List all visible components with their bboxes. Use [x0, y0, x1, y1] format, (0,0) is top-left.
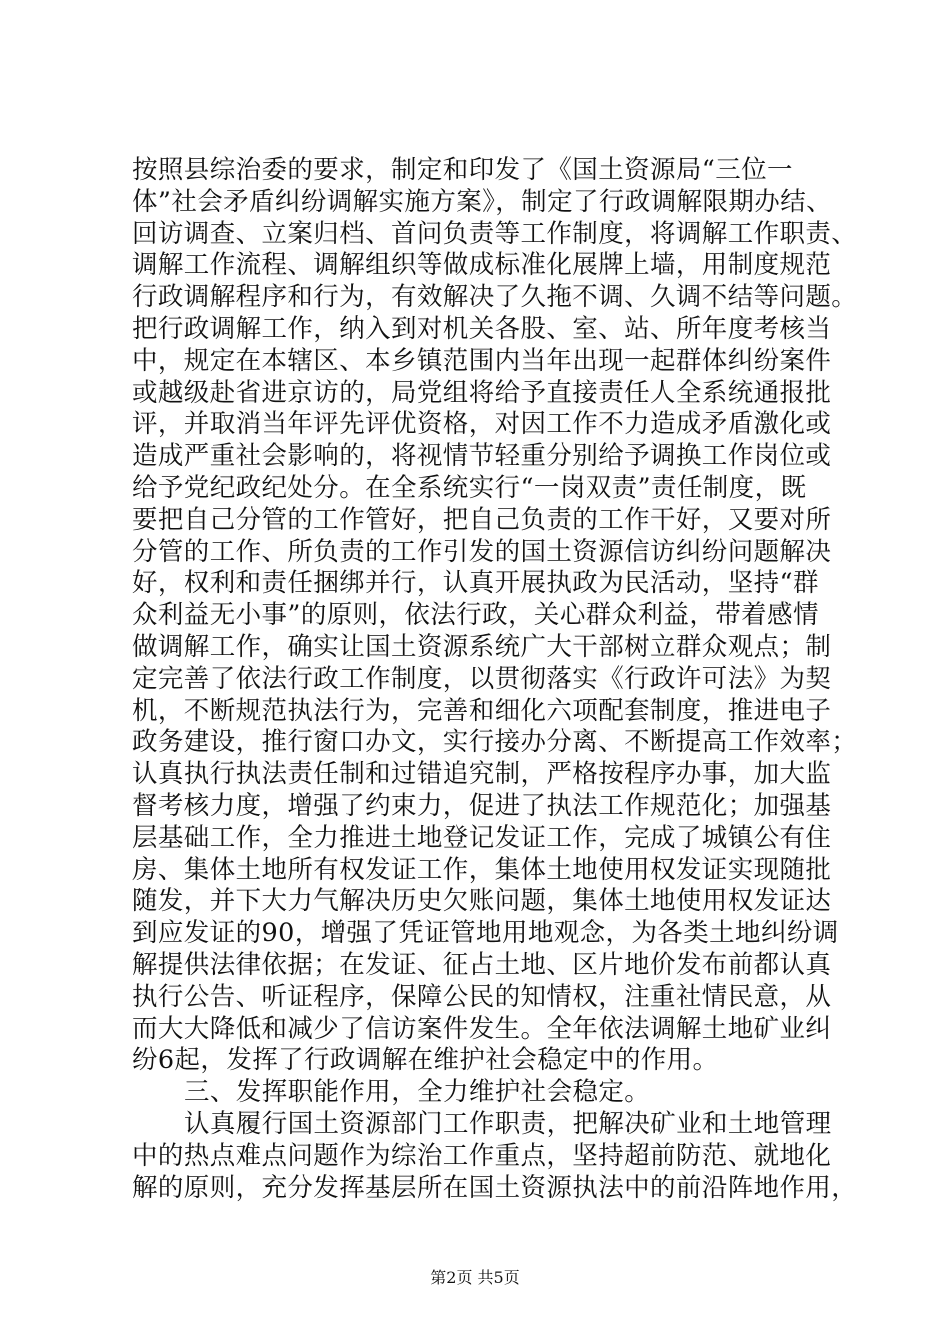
body-line: 做调解工作，确实让国土资源系统广大干部树立群众观点；制 — [132, 631, 832, 662]
body-line: 回访调查、立案归档、首问负责等工作制度，将调解工作职责、 — [132, 218, 858, 249]
body-line: 众利益无小事”的原则，依法行政，关心群众利益，带着感情 — [132, 600, 819, 631]
section-heading: 三、发挥职能作用，全力维护社会稳定。 — [184, 1077, 651, 1108]
body-line: 定完善了依法行政工作制度，以贯彻落实《行政许可法》为契 — [132, 663, 832, 694]
body-line: 层基础工作，全力推进土地登记发证工作，完成了城镇公有住 — [132, 822, 832, 853]
document-body — [132, 155, 858, 1204]
body-line: 督考核力度，增强了约束力，促进了执法工作规范化；加强基 — [132, 790, 832, 821]
body-line: 调解工作流程、调解组织等做成标准化展牌上墙，用制度规范 — [132, 250, 832, 281]
body-line: 纷6起，发挥了行政调解在维护社会稳定中的作用。 — [132, 1045, 719, 1076]
body-line: 机，不断规范执法行为，完善和细化六项配套制度，推进电子 — [132, 695, 832, 726]
section-line: 解的原则，充分发挥基层所在国土资源执法中的前沿阵地作用， — [132, 1172, 858, 1203]
page-number: 第2页 共5页 — [430, 1268, 520, 1287]
body-line: 房、集体土地所有权发证工作，集体土地使用权发证实现随批 — [132, 854, 832, 885]
body-line: 好，权利和责任捆绑并行，认真开展执政为民活动，坚持“群 — [132, 568, 819, 599]
body-line: 或越级赴省进京访的，局党组将给予直接责任人全系统通报批 — [132, 377, 832, 408]
body-line: 造成严重社会影响的，将视情节轻重分别给予调换工作岗位或 — [132, 441, 832, 472]
body-line: 而大大降低和减少了信访案件发生。全年依法调解土地矿业纠 — [132, 1013, 832, 1044]
body-line: 行政调解程序和行为，有效解决了久拖不调、久调不结等问题。 — [132, 282, 858, 313]
body-line: 给予党纪政纪处分。在全系统实行“一岗双责”责任制度，既 — [132, 472, 807, 503]
body-line: 到应发证的90，增强了凭证管地用地观念，为各类土地纠纷调 — [132, 918, 839, 949]
body-line: 评，并取消当年评先评优资格，对因工作不力造成矛盾激化或 — [132, 409, 832, 440]
section-line: 认真履行国土资源部门工作职责，把解决矿业和土地管理 — [184, 1108, 832, 1139]
body-line: 政务建设，推行窗口办文，实行接办分离、不断提高工作效率； — [132, 727, 858, 758]
body-line: 执行公告、听证程序，保障公民的知情权，注重社情民意，从 — [132, 981, 832, 1012]
body-line: 认真执行执法责任制和过错追究制，严格按程序办事，加大监 — [132, 759, 832, 790]
body-line: 解提供法律依据；在发证、征占土地、区片地价发布前都认真 — [132, 949, 832, 980]
page-footer — [0, 1268, 950, 1288]
body-line: 要把自己分管的工作管好，把自己负责的工作干好，又要对所 — [132, 504, 832, 535]
body-line: 分管的工作、所负责的工作引发的国土资源信访纠纷问题解决 — [132, 536, 832, 567]
body-line: 把行政调解工作，纳入到对机关各股、室、站、所年度考核当 — [132, 313, 832, 344]
section-line: 中的热点难点问题作为综治工作重点，坚持超前防范、就地化 — [132, 1140, 832, 1171]
body-line: 体”社会矛盾纠纷调解实施方案》，制定了行政调解限期办结、 — [132, 186, 832, 217]
body-line: 随发，并下大力气解决历史欠账问题，集体土地使用权发证达 — [132, 886, 832, 917]
body-line: 按照县综治委的要求，制定和印发了《国土资源局“三位一 — [132, 155, 793, 185]
body-line: 中，规定在本辖区、本乡镇范围内当年出现一起群体纠纷案件 — [132, 345, 832, 376]
